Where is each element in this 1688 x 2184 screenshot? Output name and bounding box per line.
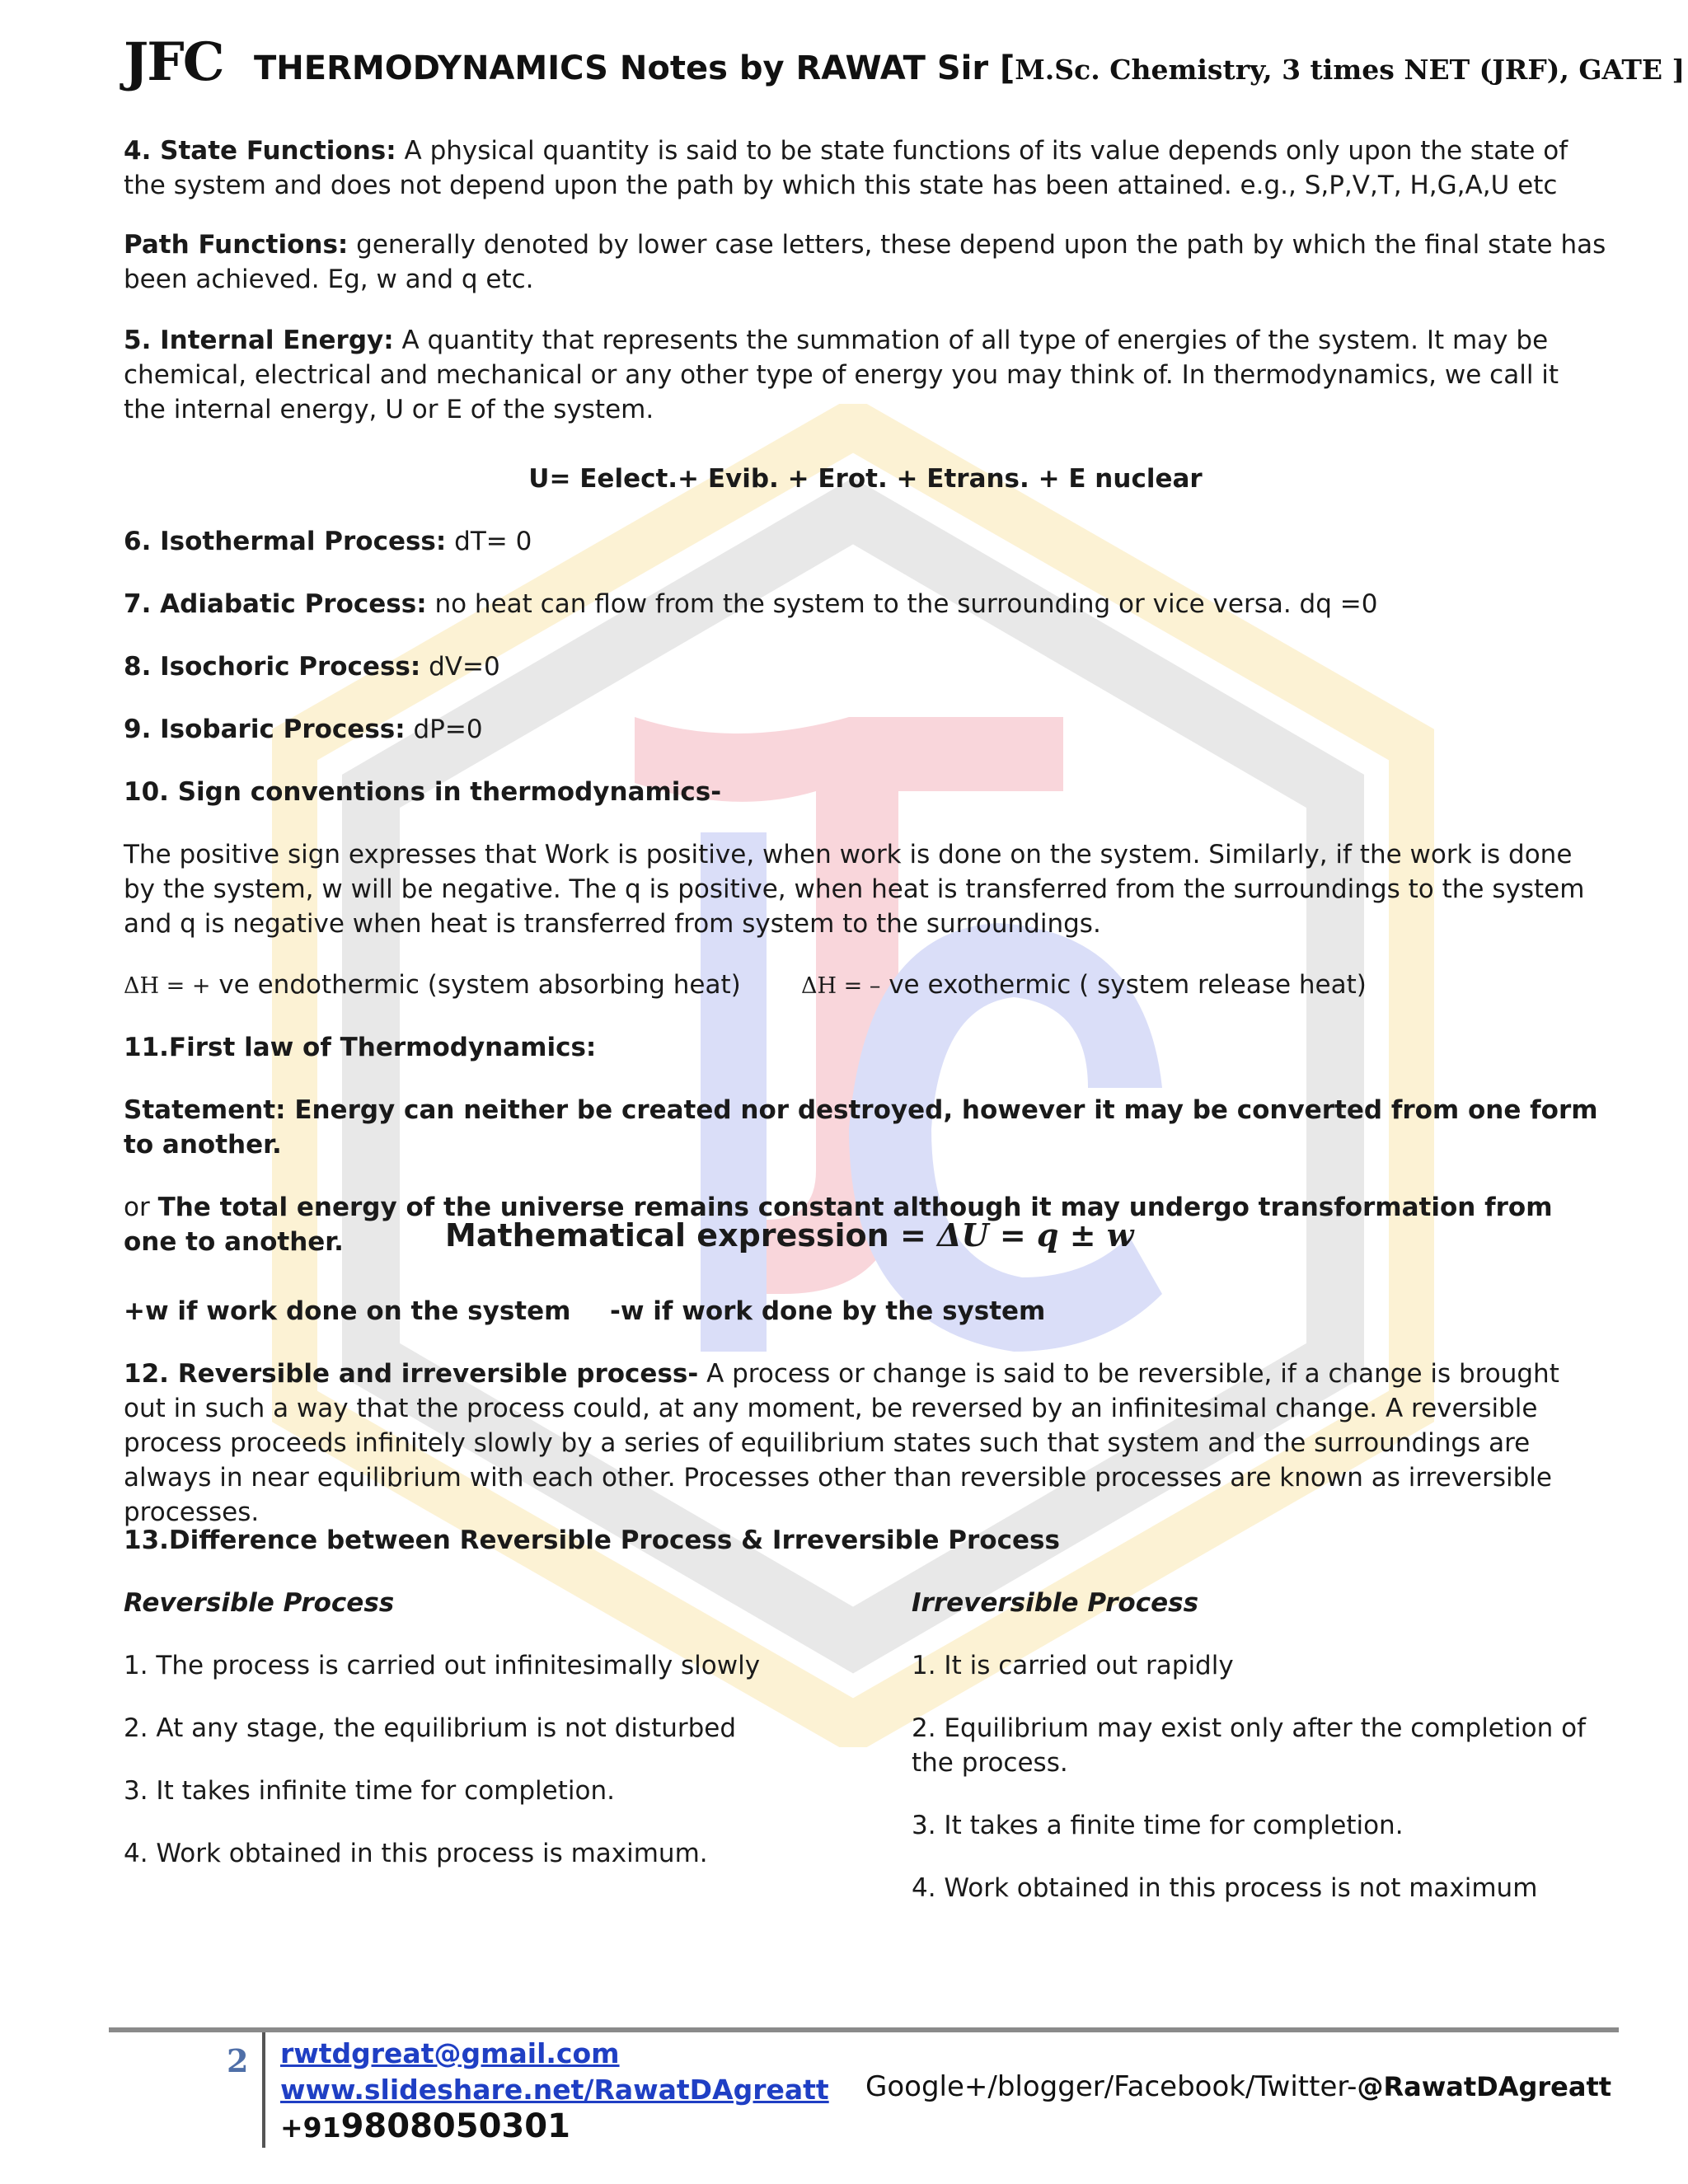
first-law-equation: ΔU = q ± w: [937, 1216, 1134, 1254]
section-heading: 4. State Functions:: [124, 136, 396, 166]
sign-conventions-heading: 10. Sign conventions in thermodynamics-: [124, 777, 722, 807]
adiabatic-paragraph: [124, 587, 1607, 621]
section-heading: 9. Isobaric Process:: [124, 715, 406, 744]
paragraph-text: A physical quantity is said to be state functions of its value depends only upon the state of the system and does not depend upon the path by which this state has been attained. e.g., S,P,V,T, H,G,A,U etc: [124, 136, 1568, 200]
footer-social: [865, 2070, 1611, 2103]
footer-divider: [109, 2027, 1619, 2032]
paragraph-text: dT= 0: [446, 527, 532, 556]
page-header: [124, 31, 1686, 105]
paragraph-text: A quantity that represents the summation of all type of energies of the system. It may be chemical, electrical and mechanical or any other type of energy you may think of. In thermodynamics, we call it the internal energy, U or E of the system.: [124, 326, 1559, 424]
list-item: 2. Equilibrium may exist only after the completion of the process.: [912, 1713, 1586, 1778]
isothermal-paragraph: [124, 524, 1607, 559]
work-by-system: -w if work done by the system: [610, 1296, 1046, 1326]
email-link[interactable]: rwtdgreat@gmail.com: [280, 2037, 620, 2069]
list-item: 1. It is carried out rapidly: [912, 1651, 1234, 1680]
section-heading: 7. Adiabatic Process:: [124, 589, 427, 619]
exothermic-text: ve exothermic ( system release heat): [880, 970, 1367, 1000]
alternate-statement: The total energy of the universe remains constant although it may undergo transformation from one to another.: [124, 1193, 1553, 1257]
section-heading: 12. Reversible and irreversible process-: [124, 1359, 699, 1389]
math-expression-label: Mathematical expression =: [445, 1217, 938, 1254]
title-main: THERMODYNAMICS Notes by RAWAT Sir [: [254, 49, 1015, 87]
page-number: 2: [227, 2042, 249, 2079]
section-heading: Path Functions:: [124, 230, 349, 260]
list-item: 4. Work obtained in this process is maximum.: [124, 1839, 708, 1868]
paragraph-text: no heat can flow from the system to the surrounding or vice versa. dq =0: [426, 589, 1378, 619]
list-item: 3. It takes infinite time for completion.: [124, 1776, 615, 1806]
statement-text: Energy can neither be created nor destroyed, however it may be converted from one form to another.: [124, 1095, 1598, 1160]
section-heading: 6. Isothermal Process:: [124, 527, 447, 556]
social-handle: @RawatDAgreatt: [1357, 2071, 1612, 2102]
reversible-paragraph: [124, 1357, 1607, 1530]
jfc-logo: JFC: [124, 31, 223, 93]
list-item: 1. The process is carried out infinitesimally slowly: [124, 1651, 761, 1680]
footer-contact: [280, 2036, 829, 2146]
endothermic-text: ve endothermic (system absorbing heat): [210, 970, 741, 1000]
paragraph-text: A process or change is said to be reversible, if a change is brought out in such a way that the process could, at any moment, be reversed by an infinitesimal change. A reversible process proceeds infinitely slowly by a series of equilibrium states such that system and the surroundings are always in near equilibrium with each other. Processes other than reversible processes are known as irreversible processes.: [124, 1359, 1559, 1527]
isobaric-paragraph: [124, 712, 1607, 747]
section-heading: 5. Internal Energy:: [124, 326, 394, 355]
paragraph-text: dP=0: [405, 715, 483, 744]
footer-vertical-divider: [262, 2032, 265, 2148]
sign-conventions-paragraph: The positive sign expresses that Work is positive, when work is done on the system. Similarly, if the work is done by the system, w will be negative. The q is positive, when heat is transferred from the surroundings to the system and q is negative when heat is transferred from system to the surroundings.: [124, 840, 1585, 939]
state-functions-paragraph: [124, 134, 1607, 203]
path-functions-paragraph: [124, 227, 1607, 297]
difference-heading: 13.Difference between Reversible Process & Irreversible Process: [124, 1526, 1060, 1555]
internal-energy-paragraph: [124, 323, 1607, 427]
page-title: [254, 49, 1685, 87]
title-credentials: M.Sc. Chemistry, 3 times NET (JRF), GATE ]: [1015, 54, 1686, 86]
delta-h-positive: ΔH = +: [124, 973, 211, 999]
phone-digits: 9808050301: [340, 2107, 570, 2145]
endothermic-note: [124, 968, 741, 1004]
section-heading: 8. Isochoric Process:: [124, 652, 421, 682]
delta-h-negative: ΔH = –: [801, 973, 881, 999]
statement-label: Statement:: [124, 1095, 295, 1125]
reversible-heading: Reversible Process: [124, 1588, 395, 1618]
list-item: 4. Work obtained in this process is not maximum: [912, 1873, 1538, 1903]
list-item: 3. It takes a finite time for completion.: [912, 1811, 1404, 1840]
isochoric-paragraph: [124, 649, 1607, 684]
irreversible-heading: Irreversible Process: [912, 1588, 1199, 1618]
math-expression: [445, 1218, 1269, 1253]
slideshare-link[interactable]: www.slideshare.net/RawatDAgreatt: [280, 2074, 829, 2106]
first-law-heading: 11.First law of Thermodynamics:: [124, 1033, 597, 1062]
paragraph-text: dV=0: [420, 652, 500, 682]
first-law-statement: [124, 1093, 1607, 1162]
phone-number: [280, 2108, 829, 2146]
social-networks: Google+/blogger/Facebook/Twitter-: [865, 2070, 1357, 2103]
paragraph-text: generally denoted by lower case letters, these depend upon the path by which the final state has been achieved. Eg, w and q etc.: [124, 230, 1606, 294]
internal-energy-equation: U= Eelect.+ Evib. + Erot. + Etrans. + E nuclear: [528, 464, 1203, 494]
phone-prefix: +91: [280, 2111, 341, 2144]
exothermic-note: [801, 968, 1367, 1004]
list-item: 2. At any stage, the equilibrium is not disturbed: [124, 1713, 737, 1743]
or-word: or: [124, 1193, 158, 1222]
work-on-system: +w if work done on the system: [124, 1296, 571, 1326]
